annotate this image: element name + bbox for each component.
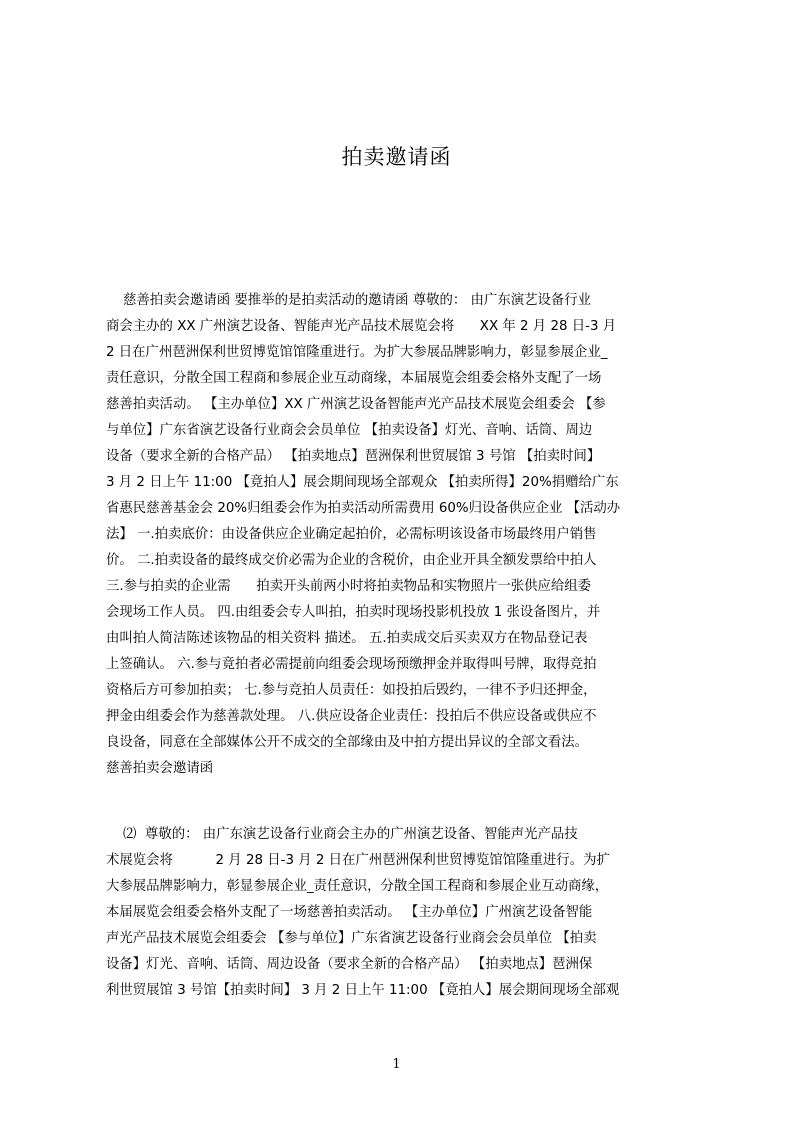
text-line: 会现场工作人员。 四.由组委会专人叫拍，拍卖时现场投影机投放 1 张设备图片，并	[106, 605, 601, 620]
text-line: 商会主办的 XX 广州演艺设备、智能声光产品技术展览会将 XX 年 2 月 28 日-3 月	[106, 319, 617, 334]
text-line: 上签确认。 六.参与竟拍者必需提前向组委会现场预缴押金并取得叫号牌，取得竞拍	[106, 657, 597, 672]
text-line: ⑵ 尊敬的： 由广东演艺设备行业商会主办的广州演艺设备、智能声光产品技	[106, 827, 578, 842]
text-line: 良设备，同意在全部媒体公开不成交的全部缘由及中拍方提出异议的全部文看法。	[106, 735, 589, 750]
text-line: 声光产品技术展览会组委会 【参与单位】广东省演艺设备行业商会会员单位 【拍卖	[106, 931, 597, 946]
text-line: 本届展览会组委会格外支配了一场慈善拍卖活动。 【主办单位】广州演艺设备智能	[106, 905, 593, 920]
text-line: 设备（要求全新的合格产品） 【拍卖地点】琶洲保利世贸展馆 3 号馆 【拍卖时间】	[106, 449, 601, 464]
text-line: 慈善拍卖会邀请函	[106, 761, 214, 776]
text-line: 大参展品牌影响力，彰显参展企业_责任意识，分散全国工程商和参展企业互动商缘，	[106, 879, 609, 894]
text-line: 由叫拍人简洁陈述该物品的相关资料 描述。 五.拍卖成交后买卖双方在物品登记表	[106, 631, 588, 646]
text-line: 术展览会将 2 月 28 日-3 月 2 日在广州琶洲保利世贸博览馆馆隆重进行。为扩	[106, 853, 610, 868]
text-line: 资格后方可参加拍卖； 七.参与竞拍人员责任：如投拍后毁约，一律不予归还押金，	[106, 683, 597, 698]
text-line: 三.参与拍卖的企业需 拍卖开头前两小时将拍卖物品和实物照片一张供应给组委	[106, 579, 592, 594]
text-line: 责任意识，分散全国工程商和参展企业互动商缘，本届展览会组委会格外支配了一场	[106, 371, 602, 386]
text-line: 2 日在广州琶洲保利世贸博览馆馆隆重进行。为扩大参展品牌影响力，彰显参展企业_	[106, 345, 608, 360]
text-line: 利世贸展馆 3 号馆【拍卖时间】 3 月 2 日上午 11:00 【竟拍人】展会期间现场全部观	[106, 983, 620, 998]
text-line: 慈善拍卖会邀请函 要推举的是拍卖活动的邀请函 尊敬的： 由广东演艺设备行业	[106, 293, 592, 308]
page-number: 1	[392, 1057, 401, 1072]
text-line: 法】 一.拍卖底价：由设备供应企业确定起拍价，必需标明该设备市场最终用户销售	[106, 527, 597, 542]
text-line: 价。 二.拍卖设备的最终成交价必需为企业的含税价，由企业开具全额发票给中拍人	[106, 553, 597, 568]
text-line: 设备】灯光、音响、话筒、周边设备（要求全新的合格产品） 【拍卖地点】琶洲保	[106, 957, 593, 972]
text-line: 3 月 2 日上午 11:00 【竟拍人】展会期间现场全部观众 【拍卖所得】20%捐赠给广东	[106, 475, 619, 490]
page-title: 拍卖邀请函	[341, 145, 452, 169]
paragraph-2	[106, 822, 710, 1004]
text-line: 押金由组委会作为慈善款处理。 八.供应设备企业责任：投拍后不供应设备或供应不	[106, 709, 597, 724]
text-line: 慈善拍卖活动。 【主办单位】XX 广州演艺设备智能声光产品技术展览会组委会 【参	[106, 397, 606, 412]
text-line: 省惠民慈善基金会 20%归组委会作为拍卖活动所需费用 60%归设备供应企业 【活动办	[106, 501, 621, 516]
paragraph-1	[106, 288, 710, 782]
text-line: 与单位】广东省演艺设备行业商会会员单位 【拍卖设备】灯光、音响、话筒、周边	[106, 423, 593, 438]
